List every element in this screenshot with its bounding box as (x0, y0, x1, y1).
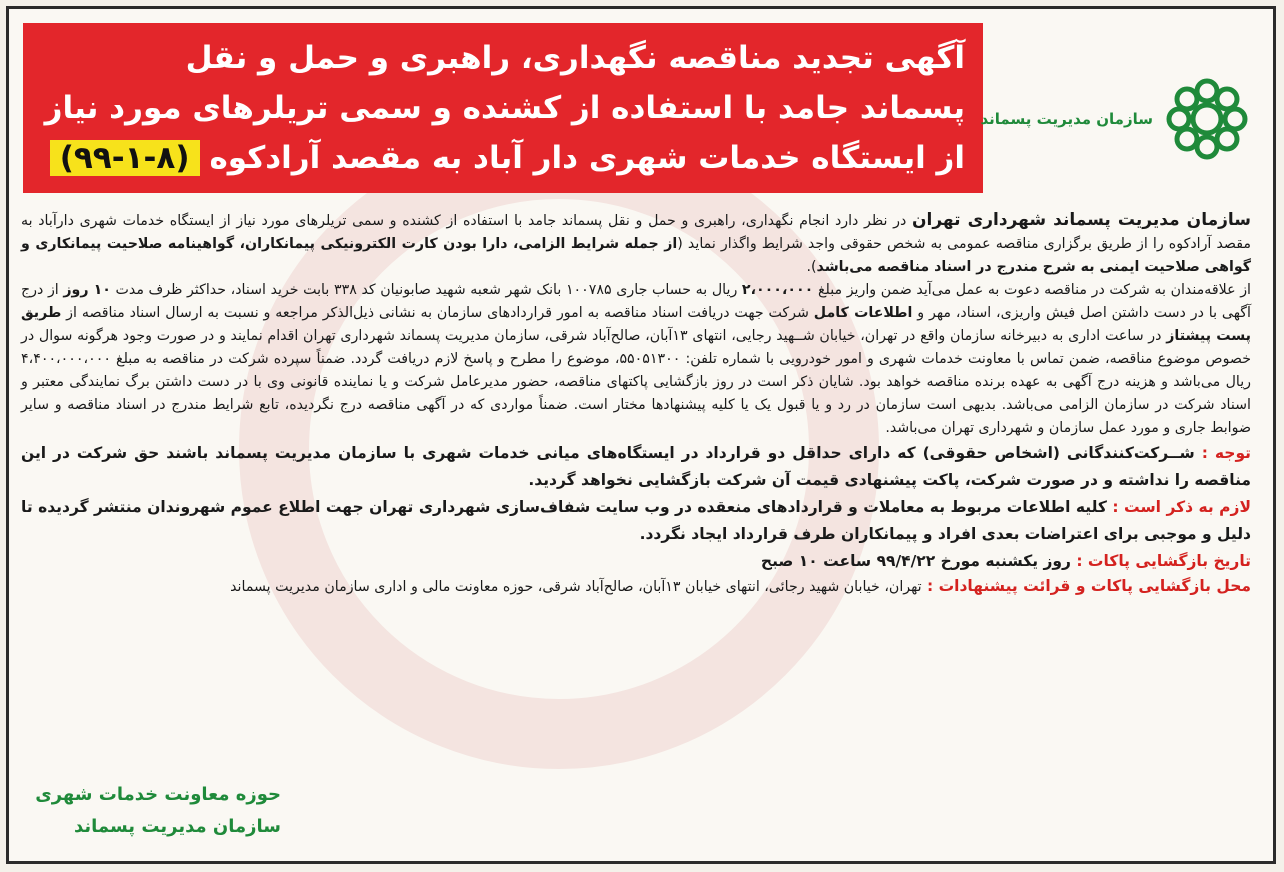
organization-logo-text: سازمان مدیریت پسماند (980, 110, 1153, 128)
paragraph-note (21, 440, 1251, 494)
tender-code-badge: (۸-۱-۹۹) (50, 140, 200, 176)
note-label: توجه : (1194, 444, 1251, 462)
note-text: شــرکت‌کنندگانی (اشخاص حقوقی) که دارای حداقل دو قرارداد در ایستگاه‌های میانی خدمات شهری با سازمان مدیریت پسماند باشند حق شرکت در این مناقصه را نداشته و در صورت شرکت، پاکت پیشنهادی قیمت آن شرکت بازگشایی نخواهد گردید. (21, 444, 1251, 489)
instr-text-2: ریال به حساب جاری ۱۰۰۷۸۵ بانک شهر شعبه شهید صابونیان کد ۳۳۸ بابت خرید اسناد، حداکثر ظرف مدت (110, 282, 742, 298)
tender-notice (6, 6, 1276, 864)
paragraph-instructions (21, 279, 1251, 440)
paragraph-notice (21, 494, 1251, 548)
full-info: اطلاعات کامل (813, 305, 913, 321)
title-line-3 (41, 133, 965, 183)
express-post: طریق پست پیشتاز (21, 305, 1251, 344)
notice-body (21, 209, 1251, 599)
title-line-2: پسماند جامد با استفاده از کشنده و سمی تریلرهای مورد نیاز (44, 90, 965, 126)
signature-line-2: سازمان مدیریت پسماند (74, 816, 281, 837)
instr-text-3: از درج آگهی با در دست داشتن اصل فیش واریزی، اسناد، مهر و (21, 282, 1251, 321)
paragraph-opening-date (21, 548, 1251, 575)
opening-date-text: روز یکشنبه مورخ ۹۹/۴/۲۲ ساعت ۱۰ صبح (760, 552, 1071, 570)
instr-text-5: در ساعت اداری به دبیرخانه سازمان واقع در تهران، خیابان شــهید رجایی، انتهای ۱۳آبان، صالح‌آباد شرقی، سازمان مدیریت پسماند شهرداری تهران اقدام نمایند و در صورت وجود هرگونه سوال در خصوص موضوع مناقصه، ضمن تماس با معاونت خدمات شهری و امور خودرویی با شماره تلفن: ۵۵۰۵۱۳۰۰، موضوع را مطرح و پاسخ لازم دریافت گردد. ضمناً سپرده شرکت در مناقصه به مبلغ ۴،۴۰۰،۰۰۰،۰۰۰ ریال می‌باشد و هزینه درج آگهی به عهده برنده مناقصه خواهد بود. شایان ذکر است در روز بازگشایی پاکتهای مناقصه، حضور مدیرعامل شرکت و یا نماینده قانونی وی با در دست داشتن برگ نمایندگی معتبر و اسناد شرکت در سازمان الزامی می‌باشد. بدیهی است سازمان در رد و یا قبول یک یا کلیه پیشنهادها مختار است. ضمناً مواردی که در آگهی مناقصه درج نگردیده، تابع شرایط مندرج در اسناد مناقصه و سایر ضوابط جاری و مورد عمل سازمان و شهرداری تهران می‌باشد. (21, 328, 1251, 436)
deadline-days: ۱۰ روز (63, 282, 111, 298)
intro-close: ). (806, 259, 817, 275)
notice-label: لازم به ذکر است : (1106, 498, 1251, 516)
paragraph-intro (21, 209, 1251, 279)
paragraph-opening-place (21, 575, 1251, 599)
instr-text-1: از علاقه‌مندان به شرکت در مناقصه دعوت به عمل می‌آید ضمن واریز مبلغ (813, 282, 1251, 298)
document-fee: ۲،۰۰۰،۰۰۰ (741, 282, 814, 298)
signature-line-1: حوزه معاونت خدمات شهری (35, 784, 281, 805)
title-line-1: آگهی تجدید مناقصه نگهداری، راهبری و حمل و نقل (185, 40, 965, 76)
opening-place-label: محل بازگشایی پاکات و قرائت پیشنهادات : (921, 577, 1251, 595)
title-banner (23, 23, 983, 193)
instr-text-4: شرکت جهت دریافت اسناد مناقصه به امور قراردادهای سازمان به نشانی ذیل‌الذکر مراجعه و نسبت به ارسال اسناد مناقصه از (61, 305, 814, 321)
opening-place-text: تهران، خیابان شهید رجائی، انتهای خیابان ۱۳آبان، صالح‌آباد شرقی، حوزه معاونت مالی و اداری سازمان مدیریت پسماند (230, 579, 922, 595)
organization-logo (980, 69, 1249, 169)
notice-text: کلیه اطلاعات مربوط به معاملات و قراردادهای منعقده در وب سایت شفاف‌سازی شهرداری تهران جهت اطلاع عموم شهروندان منتشر گردیده تا دلیل و موجبی برای اعتراضات بعدی افراد و پیمانکاران طرف قرارداد ایجاد نگردد. (21, 498, 1251, 543)
opening-date-label: تاریخ بازگشایی پاکات : (1070, 552, 1251, 570)
mandatory-conditions: از جمله شرایط الزامی، دارا بودن کارت الکترونیکی پیمانکاران، گواهینامه صلاحیت پیمانکاری و گواهی صلاحیت ایمنی به شرح مندرج در اسناد مناقصه می‌باشد (21, 236, 1251, 275)
organization-name: سازمان مدیریت پسماند شهرداری تهران (912, 210, 1251, 230)
signature-block (31, 779, 281, 843)
intro-text: در نظر دارد انجام نگهداری، راهبری و حمل و نقل پسماند جامد با استفاده از کشنده و سمی تریلرهای مورد نیاز از ایستگاه خدمات شهری دارآباد به مقصد آرادکوه را از طریق برگزاری مناقصه عمومی به شخص حقوقی واجد شرایط واگذار نماید ( (21, 213, 1251, 252)
tehran-municipality-logo-icon (1165, 77, 1249, 161)
title-line-3-text: از ایستگاه خدمات شهری دار آباد به مقصد آرادکوه (209, 140, 965, 176)
